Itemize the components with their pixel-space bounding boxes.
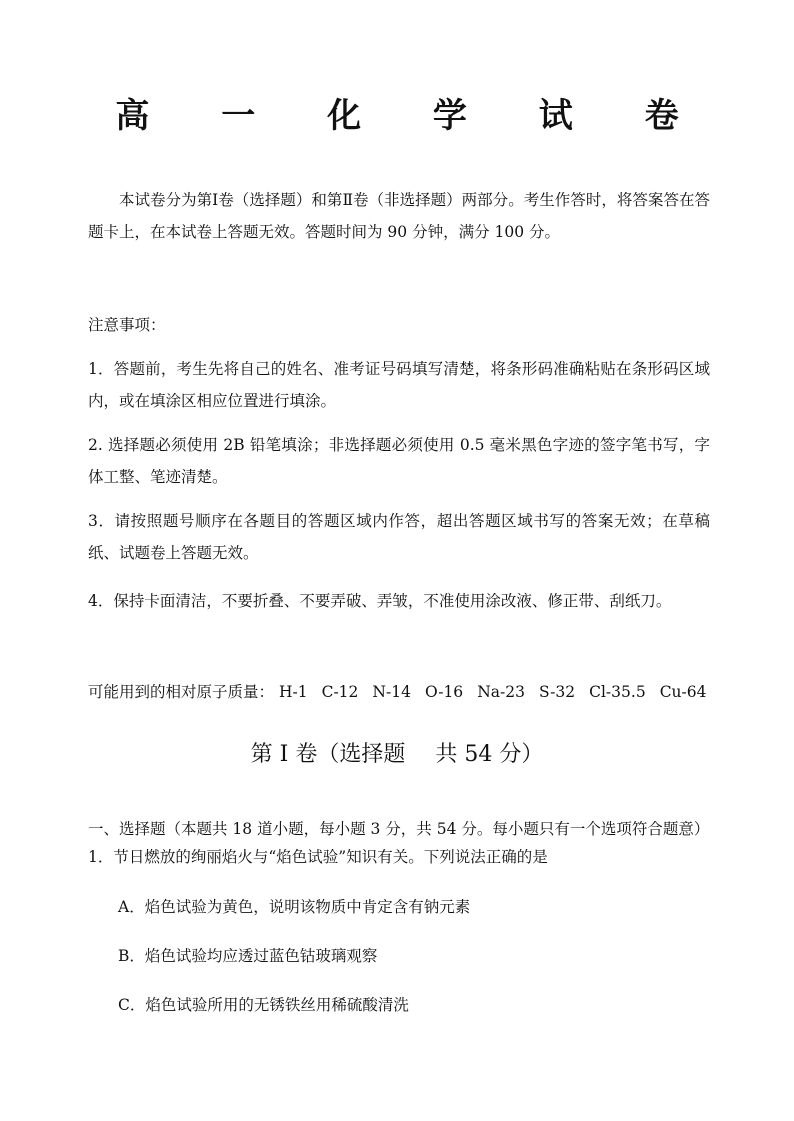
- question-stem: 1．节日燃放的绚丽焰火与“焰色试验”知识有关。下列说法正确的是: [88, 848, 548, 866]
- note-item: 3．请按照题号顺序在各题目的答题区域内作答，超出答题区域书写的答案无效；在草稿纸、试题卷上答题无效。: [88, 512, 710, 562]
- atomic-mass-c: C-12: [321, 683, 359, 701]
- section-title: [0, 737, 794, 768]
- note-item: 2. 选择题必须使用 2B 铅笔填涂；非选择题必须使用 0.5 毫米黑色字迹的签字笔书写，字体工整、笔迹清楚。: [88, 436, 710, 486]
- atomic-mass-na: Na-23: [477, 683, 525, 701]
- atomic-mass-n: N-14: [372, 683, 411, 701]
- atomic-mass-cl: Cl-35.5: [589, 683, 646, 701]
- atomic-mass-o: O-16: [424, 683, 464, 701]
- option-b: B．焰色试验均应透过蓝色钴玻璃观察: [118, 947, 378, 965]
- atomic-masses-label: 可能用到的相对原子质量：: [88, 683, 275, 701]
- atomic-mass-h: H-1: [278, 683, 308, 701]
- section-points: 共 54 分）: [435, 742, 544, 767]
- section-name: 第 I 卷（选择题: [250, 742, 406, 767]
- atomic-mass-cu: Cu-64: [659, 683, 707, 701]
- notes-heading: 注意事项：: [88, 316, 166, 334]
- atomic-masses-line: [88, 676, 710, 708]
- option-c: C．焰色试验所用的无锈铁丝用稀硫酸清洗: [118, 996, 409, 1014]
- intro-paragraph: 本试卷分为第Ⅰ卷（选择题）和第Ⅱ卷（非选择题）两部分。考生作答时，将答案答在答题卡上，在本试卷上答题无效。答题时间为 90 分钟，满分 100 分。: [88, 191, 710, 241]
- note-item: 4．保持卡面清洁，不要折叠、不要弄破、弄皱，不准使用涂改液、修正带、刮纸刀。: [88, 592, 672, 610]
- note-item: 1．答题前，考生先将自己的姓名、准考证号码填写清楚，将条形码准确粘贴在条形码区域内，或在填涂区相应位置进行填涂。: [88, 360, 710, 410]
- atomic-mass-s: S-32: [538, 683, 576, 701]
- section-instructions: 一、选择题（本题共 18 道小题，每小题 3 分，共 54 分。每小题只有一个选项符合题意）: [88, 820, 710, 838]
- option-a: A．焰色试验为黄色，说明该物质中肯定含有钠元素: [118, 898, 471, 916]
- exam-title: 高 一 化 学 试 卷: [115, 96, 709, 136]
